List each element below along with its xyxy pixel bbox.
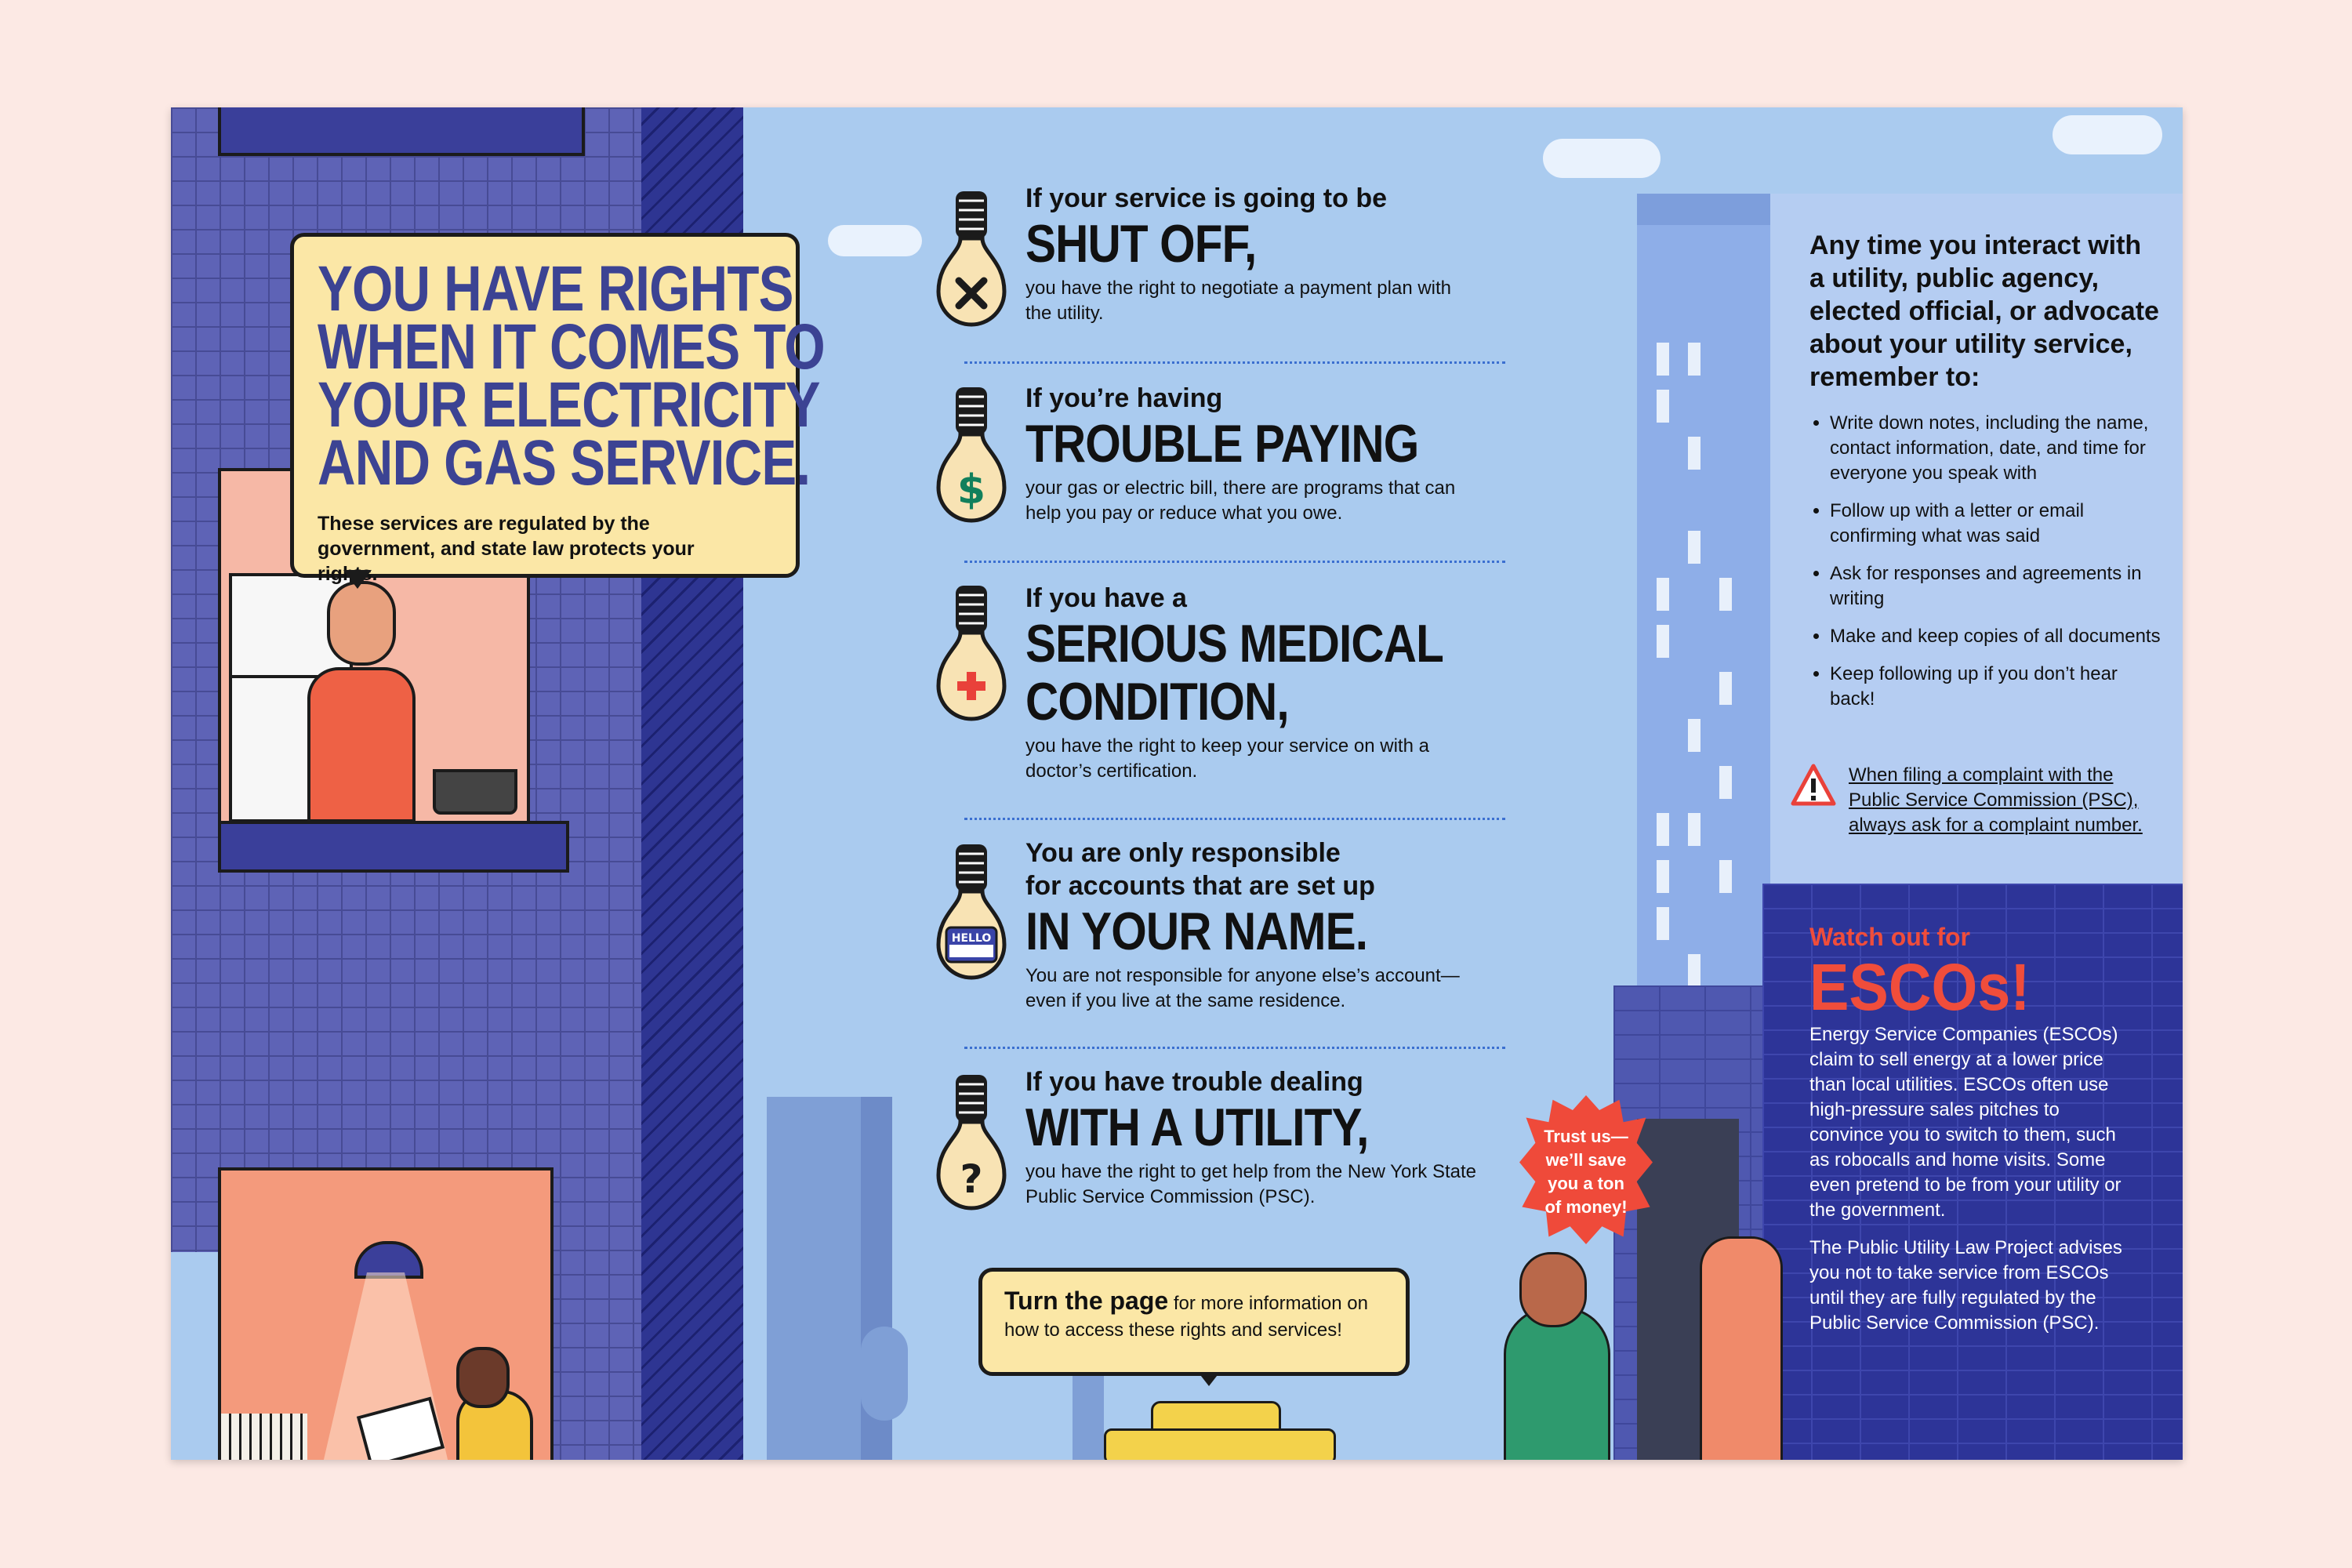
salesperson-head	[1519, 1252, 1587, 1327]
right-item-your-name	[1025, 837, 1512, 1014]
esco-title: ESCOs!	[1809, 950, 2031, 1024]
right-item-trouble-paying	[1025, 382, 1512, 526]
left-sky-gap	[171, 1252, 218, 1460]
right-tower-shade	[1637, 194, 1770, 225]
divider	[964, 818, 1505, 820]
right-item-pre: If you have a	[1025, 583, 1187, 613]
cloud	[828, 225, 922, 256]
radiator	[221, 1414, 307, 1460]
svg-text:$: $	[956, 466, 986, 514]
salesperson	[1504, 1307, 1610, 1460]
tips-panel	[1809, 229, 2162, 724]
question-mark-bulb-icon	[935, 1073, 1007, 1222]
esco-paragraph: Energy Service Companies (ESCOs) claim to sell energy at a lower price than local utilities. ESCOs often use high-pressure sales pitches to convince you to switch to them, such as robocalls and home visits. Some even pretend to be from your utility or the government.	[1809, 1024, 2122, 1221]
warning-text: When filing a complaint with the Public Service Commission (PSC), always ask for a complaint number.	[1849, 764, 2143, 836]
rights-headline-bubble	[290, 233, 825, 585]
right-item-title: SHUT OFF,	[1025, 214, 1257, 274]
cloud	[2053, 115, 2162, 154]
x-mark-bulb-icon	[935, 190, 1007, 339]
salesperson-bubble-text: Trust us—we’ll save you a ton of money!	[1544, 1127, 1628, 1217]
list-item: • Keep following up if you don’t hear back!	[1830, 662, 2162, 712]
list-item: • Follow up with a letter or email confirming what was said	[1830, 499, 2162, 549]
cloud	[1543, 139, 1661, 178]
right-item-title: CONDITION,	[1025, 672, 1289, 731]
divider	[964, 1047, 1505, 1049]
tips-heading: Any time you interact with a utility, public agency, elected official, or advocate about your utility service, remember to:	[1809, 230, 2159, 392]
right-item-medical	[1025, 582, 1527, 784]
distant-tree	[861, 1327, 908, 1421]
right-item-title: IN YOUR NAME.	[1025, 902, 1368, 961]
rights-headline	[318, 253, 825, 499]
distant-building	[767, 1097, 861, 1460]
esco-section	[1809, 923, 2162, 1336]
name-tag-bulb-icon	[935, 843, 1007, 992]
window-ledge	[218, 107, 585, 156]
taxi-cab	[1104, 1401, 1331, 1460]
divider	[964, 361, 1505, 364]
tips-list	[1809, 411, 2162, 712]
turn-page-rest: for more information on how to access these rights and services!	[1004, 1293, 1368, 1341]
right-item-pre: You are only responsible	[1025, 838, 1341, 868]
right-item-desc: You are not responsible for anyone else’s account—even if you live at the same residence.	[1025, 965, 1460, 1011]
resident-in-doorway	[1700, 1236, 1783, 1460]
right-item-title: SERIOUS MEDICAL	[1025, 614, 1443, 673]
window-ledge	[218, 821, 569, 873]
right-item-desc: you have the right to keep your service on with a doctor’s certification.	[1025, 735, 1429, 782]
divider	[964, 561, 1505, 563]
rights-subtext: These services are regulated by the government, and state law protects your rights.	[318, 513, 695, 585]
right-item-pre: If you have trouble dealing	[1025, 1067, 1363, 1097]
right-item-title: TROUBLE PAYING	[1025, 414, 1419, 474]
list-item: • Make and keep copies of all documents	[1830, 624, 2162, 649]
right-item-desc: your gas or electric bill, there are programs that can help you pay or reduce what you owe.	[1025, 477, 1456, 524]
reading-person-head	[456, 1347, 510, 1408]
turn-page-bold: Turn the page	[1004, 1287, 1169, 1315]
esco-watch-label: Watch out for	[1809, 923, 1970, 951]
medical-cross-bulb-icon	[935, 584, 1007, 733]
headline-line: AND GAS SERVICE.	[318, 427, 811, 499]
brochure-spread	[171, 107, 2183, 1460]
right-item-pre: If you’re having	[1025, 383, 1223, 413]
headline-line: WHEN IT COMES TO	[318, 311, 825, 383]
bubble-tail	[1198, 1372, 1220, 1386]
esco-paragraph: The Public Utility Law Project advises you not to take service from ESCOs until they are fully regulated by the Public Service Commission (PSC).	[1809, 1237, 2122, 1334]
turn-page-text	[1004, 1287, 1388, 1344]
living-room-window	[218, 1167, 554, 1460]
cooking-pot	[433, 769, 517, 815]
distant-tree	[1073, 1362, 1104, 1460]
cooking-person	[307, 667, 416, 822]
bubble-tail	[343, 570, 372, 589]
hello-tag-text: HELLO	[951, 932, 992, 945]
dollar-sign-bulb-icon	[935, 386, 1007, 535]
right-item-pre: for accounts that are set up	[1025, 871, 1375, 901]
headline-line: YOU HAVE RIGHTS	[318, 253, 793, 325]
cooking-person-head	[327, 581, 396, 666]
right-item-desc: you have the right to get help from the New York State Public Service Commission (PSC).	[1025, 1161, 1477, 1207]
right-item-title: WITH A UTILITY,	[1025, 1098, 1369, 1157]
list-item: • Write down notes, including the name, contact information, date, and time for everyone you speak with	[1830, 411, 2162, 486]
svg-text:?: ?	[960, 1156, 983, 1202]
right-item-pre: If your service is going to be	[1025, 183, 1387, 213]
headline-line: YOUR ELECTRICITY	[318, 369, 820, 441]
right-item-utility	[1025, 1065, 1512, 1210]
list-item: • Ask for responses and agreements in writing	[1830, 561, 2162, 612]
right-item-desc: you have the right to negotiate a payment plan with the utility.	[1025, 278, 1452, 324]
warning-icon	[1790, 763, 1837, 807]
turn-page-bubble	[978, 1268, 1410, 1376]
right-item-shut-off	[1025, 182, 1512, 326]
